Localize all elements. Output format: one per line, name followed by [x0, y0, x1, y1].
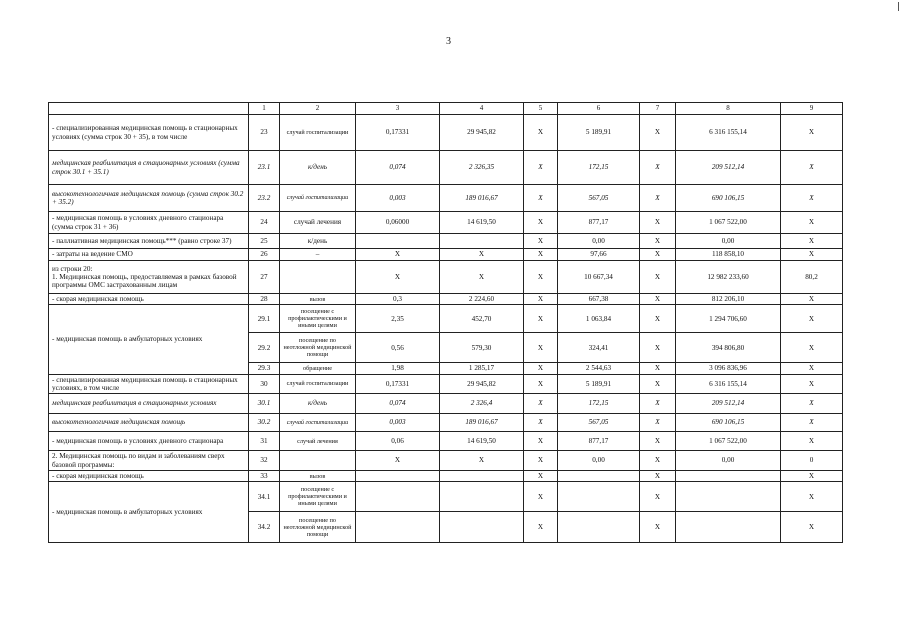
value-cell: X: [524, 115, 558, 151]
header-cell: 5: [524, 103, 558, 115]
unit-cell: посещение по неотложной медицинской помощи: [280, 512, 356, 543]
value-cell: [440, 482, 524, 512]
row-description: - медицинская помощь в амбулаторных условиях: [49, 482, 249, 543]
value-cell: 1 285,17: [440, 363, 524, 374]
value-cell: X: [640, 115, 676, 151]
row-description: - паллиативная медицинская помощь*** (равно строке 37): [49, 234, 249, 249]
value-cell: X: [356, 249, 440, 261]
unit-cell: вызов: [280, 471, 356, 482]
value-cell: X: [524, 234, 558, 249]
value-cell: X: [640, 249, 676, 261]
value-cell: X: [781, 115, 843, 151]
value-cell: [356, 482, 440, 512]
value-cell: 0,17331: [356, 115, 440, 151]
value-cell: 1 294 706,60: [676, 305, 781, 333]
table-row: [49, 294, 843, 305]
value-cell: 0,17331: [356, 374, 440, 394]
value-cell: X: [640, 451, 676, 471]
value-cell: 80,2: [781, 261, 843, 294]
value-cell: X: [781, 374, 843, 394]
row-description: - скорая медицинская помощь: [49, 471, 249, 482]
value-cell: 1 067 522,00: [676, 432, 781, 451]
value-cell: 877,17: [558, 432, 640, 451]
value-cell: 812 206,10: [676, 294, 781, 305]
row-description: высокотехнологичная медицинская помощь (сумма строк 30.2 + 35.2): [49, 185, 249, 212]
value-cell: X: [524, 249, 558, 261]
table-row: [49, 249, 843, 261]
row-number: 33: [249, 471, 280, 482]
header-cell: 8: [676, 103, 781, 115]
row-description: - затраты на ведение СМО: [49, 249, 249, 261]
value-cell: 2 326,35: [440, 151, 524, 185]
row-description: высокотехнологичная медицинская помощь: [49, 414, 249, 432]
value-cell: X: [781, 363, 843, 374]
value-cell: X: [640, 151, 676, 185]
value-cell: X: [356, 451, 440, 471]
row-number: 24: [249, 212, 280, 234]
header-cell: 2: [280, 103, 356, 115]
value-cell: 2,35: [356, 305, 440, 333]
value-cell: [356, 471, 440, 482]
value-cell: X: [640, 185, 676, 212]
edge-mark: [898, 2, 899, 11]
value-cell: X: [440, 249, 524, 261]
row-number: 23: [249, 115, 280, 151]
value-cell: 29 945,82: [440, 115, 524, 151]
value-cell: 1,98: [356, 363, 440, 374]
value-cell: [558, 512, 640, 543]
value-cell: 877,17: [558, 212, 640, 234]
value-cell: 0,00: [558, 451, 640, 471]
value-cell: 0,074: [356, 394, 440, 414]
header-cell: 9: [781, 103, 843, 115]
value-cell: X: [640, 374, 676, 394]
value-cell: X: [640, 432, 676, 451]
header-cell: 7: [640, 103, 676, 115]
value-cell: X: [640, 305, 676, 333]
unit-cell: к/день: [280, 151, 356, 185]
value-cell: X: [440, 261, 524, 294]
row-number: 26: [249, 249, 280, 261]
value-cell: X: [781, 333, 843, 363]
value-cell: 3 096 836,96: [676, 363, 781, 374]
value-cell: 118 858,10: [676, 249, 781, 261]
unit-cell: к/день: [280, 234, 356, 249]
value-cell: X: [524, 305, 558, 333]
value-cell: 12 982 233,60: [676, 261, 781, 294]
value-cell: 0,00: [676, 234, 781, 249]
row-number: 30: [249, 374, 280, 394]
value-cell: X: [781, 249, 843, 261]
value-cell: X: [524, 432, 558, 451]
value-cell: X: [781, 414, 843, 432]
value-cell: X: [640, 414, 676, 432]
value-cell: X: [524, 482, 558, 512]
table-row: [49, 151, 843, 185]
value-cell: 6 316 155,14: [676, 115, 781, 151]
row-description: - специализированная медицинская помощь в стационарных условиях (сумма строк 30 + 35), в том числе: [49, 115, 249, 151]
value-cell: 2 326,4: [440, 394, 524, 414]
value-cell: [558, 482, 640, 512]
row-description: - медицинская помощь в амбулаторных условиях: [49, 305, 249, 374]
value-cell: X: [781, 471, 843, 482]
table-row: [49, 414, 843, 432]
row-description: - медицинская помощь в условиях дневного стационара: [49, 432, 249, 451]
value-cell: X: [524, 333, 558, 363]
value-cell: 567,05: [558, 414, 640, 432]
value-cell: 2 224,60: [440, 294, 524, 305]
unit-cell: вызов: [280, 294, 356, 305]
value-cell: 5 189,91: [558, 374, 640, 394]
value-cell: 209 512,14: [676, 151, 781, 185]
table-row: [49, 212, 843, 234]
value-cell: 0,003: [356, 185, 440, 212]
value-cell: [356, 234, 440, 249]
value-cell: [676, 482, 781, 512]
row-number: 30.1: [249, 394, 280, 414]
value-cell: 579,30: [440, 333, 524, 363]
value-cell: X: [524, 185, 558, 212]
header-row: [49, 103, 843, 115]
value-cell: X: [524, 471, 558, 482]
value-cell: 690 106,15: [676, 185, 781, 212]
value-cell: X: [640, 333, 676, 363]
unit-cell: обращение: [280, 363, 356, 374]
value-cell: 5 189,91: [558, 115, 640, 151]
value-cell: 172,15: [558, 151, 640, 185]
table-row: [49, 115, 843, 151]
value-cell: X: [781, 394, 843, 414]
value-cell: X: [640, 471, 676, 482]
value-cell: 690 106,15: [676, 414, 781, 432]
header-cell: 4: [440, 103, 524, 115]
unit-cell: случай госпитализации: [280, 115, 356, 151]
value-cell: 0,00: [558, 234, 640, 249]
value-cell: X: [781, 305, 843, 333]
value-cell: 14 619,50: [440, 432, 524, 451]
value-cell: 209 512,14: [676, 394, 781, 414]
value-cell: X: [781, 151, 843, 185]
row-number: 34.1: [249, 482, 280, 512]
value-cell: X: [524, 294, 558, 305]
row-number: 30.2: [249, 414, 280, 432]
row-number: 25: [249, 234, 280, 249]
value-cell: X: [524, 212, 558, 234]
value-cell: 29 945,82: [440, 374, 524, 394]
value-cell: 97,66: [558, 249, 640, 261]
value-cell: X: [640, 394, 676, 414]
row-description: - скорая медицинская помощь: [49, 294, 249, 305]
header-cell: [49, 103, 249, 115]
row-description: - специализированная медицинская помощь в стационарных условиях, в том числе: [49, 374, 249, 394]
table-row: [49, 234, 843, 249]
value-cell: 1 067 522,00: [676, 212, 781, 234]
value-cell: X: [781, 432, 843, 451]
value-cell: 567,05: [558, 185, 640, 212]
row-number: 29.2: [249, 333, 280, 363]
value-cell: X: [524, 512, 558, 543]
unit-cell: посещение с профилактическими и иными целями: [280, 482, 356, 512]
value-cell: X: [356, 261, 440, 294]
value-cell: X: [640, 512, 676, 543]
header-cell: 3: [356, 103, 440, 115]
value-cell: X: [640, 363, 676, 374]
table-row: [49, 451, 843, 471]
table-row: [49, 374, 843, 394]
value-cell: [558, 471, 640, 482]
value-cell: 0,06000: [356, 212, 440, 234]
value-cell: [676, 512, 781, 543]
value-cell: 0,3: [356, 294, 440, 305]
value-cell: 0,003: [356, 414, 440, 432]
value-cell: X: [640, 212, 676, 234]
table-row: [49, 394, 843, 414]
row-number: 34.2: [249, 512, 280, 543]
table-row: [49, 482, 843, 512]
value-cell: [440, 471, 524, 482]
value-cell: 667,38: [558, 294, 640, 305]
header-cell: 1: [249, 103, 280, 115]
value-cell: 172,15: [558, 394, 640, 414]
value-cell: X: [524, 451, 558, 471]
value-cell: 6 316 155,14: [676, 374, 781, 394]
value-cell: 0,06: [356, 432, 440, 451]
value-cell: X: [640, 294, 676, 305]
value-cell: 394 806,80: [676, 333, 781, 363]
value-cell: 0,074: [356, 151, 440, 185]
value-cell: X: [524, 363, 558, 374]
row-number: 29.3: [249, 363, 280, 374]
value-cell: X: [781, 482, 843, 512]
value-cell: X: [524, 151, 558, 185]
value-cell: X: [524, 414, 558, 432]
value-cell: X: [781, 185, 843, 212]
unit-cell: [280, 261, 356, 294]
value-cell: 189 016,67: [440, 185, 524, 212]
value-cell: X: [524, 394, 558, 414]
value-cell: 189 016,67: [440, 414, 524, 432]
value-cell: X: [781, 294, 843, 305]
row-description: - медицинская помощь в условиях дневного стационара (сумма строк 31 + 36): [49, 212, 249, 234]
row-number: 28: [249, 294, 280, 305]
value-cell: X: [524, 261, 558, 294]
value-cell: [676, 471, 781, 482]
value-cell: X: [640, 234, 676, 249]
unit-cell: посещение по неотложной медицинской помощи: [280, 333, 356, 363]
value-cell: [440, 234, 524, 249]
value-cell: 452,70: [440, 305, 524, 333]
row-description: медицинская реабилитация в стационарных условиях: [49, 394, 249, 414]
value-cell: 1 063,84: [558, 305, 640, 333]
row-number: 27: [249, 261, 280, 294]
unit-cell: случай лечения: [280, 212, 356, 234]
value-cell: X: [781, 212, 843, 234]
row-number: 29.1: [249, 305, 280, 333]
row-number: 23.1: [249, 151, 280, 185]
page-number: 3: [446, 36, 451, 47]
row-description: 2. Медицинская помощь по видам и заболеваниям сверх базовой программы:: [49, 451, 249, 471]
value-cell: X: [440, 451, 524, 471]
value-cell: 2 544,63: [558, 363, 640, 374]
value-cell: X: [781, 234, 843, 249]
value-cell: [356, 512, 440, 543]
table-row: [49, 432, 843, 451]
unit-cell: случай госпитализации: [280, 185, 356, 212]
value-cell: 324,41: [558, 333, 640, 363]
unit-cell: случай лечения: [280, 432, 356, 451]
row-number: 31: [249, 432, 280, 451]
row-number: 23.2: [249, 185, 280, 212]
table-row: [49, 471, 843, 482]
value-cell: X: [640, 482, 676, 512]
value-cell: 14 619,50: [440, 212, 524, 234]
unit-cell: к/день: [280, 394, 356, 414]
value-cell: 0,56: [356, 333, 440, 363]
value-cell: X: [524, 374, 558, 394]
row-description: из строки 20: 1. Медицинская помощь, предоставляемая в рамках базовой программы ОМС застрахованным лицам: [49, 261, 249, 294]
value-cell: [440, 512, 524, 543]
unit-cell: случай госпитализации: [280, 414, 356, 432]
value-cell: 0: [781, 451, 843, 471]
table-row: [49, 305, 843, 333]
row-number: 32: [249, 451, 280, 471]
header-cell: 6: [558, 103, 640, 115]
unit-cell: посещение с профилактическими и иными целями: [280, 305, 356, 333]
table-row: [49, 185, 843, 212]
data-table: [48, 102, 843, 543]
unit-cell: случай госпитализации: [280, 374, 356, 394]
value-cell: 10 667,34: [558, 261, 640, 294]
table-row: [49, 261, 843, 294]
unit-cell: [280, 451, 356, 471]
row-description: медицинская реабилитация в стационарных условиях (сумма строк 30.1 + 35.1): [49, 151, 249, 185]
unit-cell: –: [280, 249, 356, 261]
value-cell: X: [781, 512, 843, 543]
value-cell: 0,00: [676, 451, 781, 471]
value-cell: X: [640, 261, 676, 294]
